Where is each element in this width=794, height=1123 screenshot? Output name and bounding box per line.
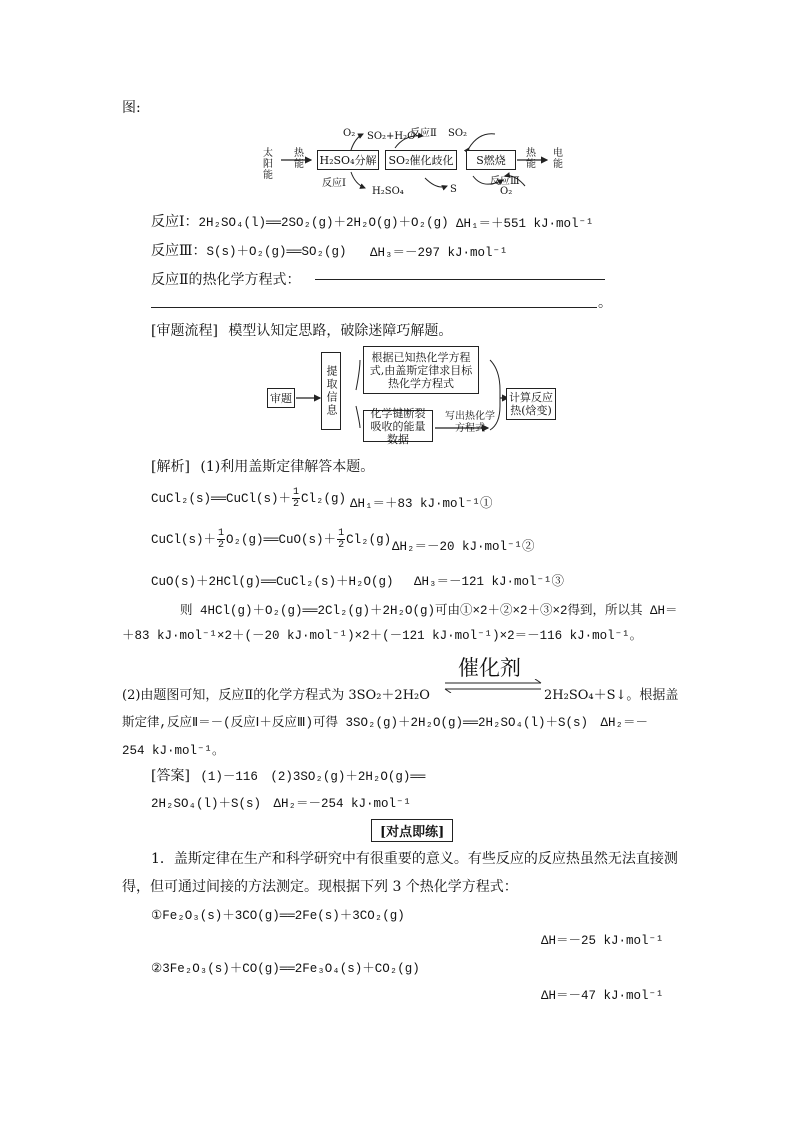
reaction-1-equation: 2H₂SO₄(l)══2SO₂(g)＋2H₂O(g)＋O₂(g) xyxy=(198,216,449,230)
practice-eq2-enthalpy: ΔH＝－47 kJ·mol⁻¹ xyxy=(541,989,664,1003)
reaction-3-line xyxy=(151,240,347,260)
o2-bottom-label: O₂ xyxy=(500,186,513,197)
eq1-left: CuCl₂(s)══CuCl(s)＋ xyxy=(151,491,292,506)
reaction-3-enthalpy: ΔH₃＝－297 kJ·mol⁻¹ xyxy=(370,246,508,260)
reaction-2-label: 反应Ⅱ xyxy=(410,128,437,139)
analysis-intro: (1)利用盖斯定律解答本题。 xyxy=(200,459,375,475)
answer-line-1 xyxy=(151,765,425,785)
practice-eq1-enthalpy: ΔH＝－25 kJ·mol⁻¹ xyxy=(541,934,664,948)
reaction-1-label-text: 反应Ⅰ： xyxy=(151,214,199,230)
h2so4-bottom-label: H₂SO₄ xyxy=(372,186,404,197)
eq1-fraction xyxy=(292,487,300,510)
analysis-eq2-enthalpy: ΔH₂＝－20 kJ·mol⁻¹② xyxy=(392,540,535,554)
analysis-combine-line1: 则 4HCl(g)＋O₂(g)══2Cl₂(g)＋2H₂O(g)可由①×2＋②×2＋③×2得到，所以其 ΔH＝ xyxy=(180,604,678,618)
reaction-3-label: 反应Ⅲ xyxy=(490,176,520,187)
flow-box-bond-energy: 化学键断裂吸收的能量数据 xyxy=(363,410,433,442)
intro-label: 图: xyxy=(122,100,141,116)
reversible-arrow xyxy=(443,679,543,693)
analysis-eq1 xyxy=(151,487,346,510)
analysis-eq3-enthalpy: ΔH₃＝－121 kJ·mol⁻¹③ xyxy=(414,575,565,589)
eq1-right: Cl₂(g) xyxy=(301,491,347,506)
so2-h2o-label: SO₂+H₂O xyxy=(367,131,416,142)
analysis-part2-c: 斯定律,反应Ⅱ＝－(反应Ⅰ＋反应Ⅲ)可得 3SO₂(g)＋2H₂O(g)══2H₂SO₄(l)＋S(s) ΔH₂＝－ xyxy=(122,716,649,730)
analysis-eq2 xyxy=(151,528,391,551)
write-equation-label: 写出热化学方程式 xyxy=(445,411,495,434)
electric-energy-label: 电能 xyxy=(553,148,563,170)
review-line xyxy=(151,320,452,340)
practice-title: [对点即练] xyxy=(371,819,453,842)
answer-blank-1 xyxy=(315,279,605,280)
reaction-2-prompt: 反应Ⅱ的热化学方程式： xyxy=(151,272,301,288)
answer-tag: [答案] xyxy=(151,768,190,784)
practice-eq2: ②3Fe₂O₃(s)＋CO(g)══2Fe₃O₄(s)＋CO₂(g) xyxy=(151,962,420,976)
flow-box-hess-law: 根据已知热化学方程式,由盖斯定律求目标热化学方程式 xyxy=(363,346,479,394)
analysis-eq3: CuO(s)＋2HCl(g)══CuCl₂(s)＋H₂O(g) xyxy=(151,575,394,589)
eq2-part-a: CuCl(s)＋ xyxy=(151,532,217,547)
blank-end-mark: 。 xyxy=(598,295,612,311)
review-tag: [审题流程] xyxy=(151,323,218,339)
eq1-numerator: 1 xyxy=(293,487,300,498)
practice-q1-line2: 得，但可通过间接的方法测定。现根据下列 3 个热化学方程式： xyxy=(122,879,518,895)
reaction-1-line xyxy=(151,211,449,231)
flow-box-calc-heat: 计算反应热(焓变) xyxy=(506,388,556,420)
eq2-part-c: Cl₂(g) xyxy=(346,532,392,547)
analysis-tag: [解析] xyxy=(151,459,190,475)
eq2-numerator-2: 1 xyxy=(338,528,345,539)
heat-energy-label-2: 热能 xyxy=(526,148,536,170)
answer-blank-2 xyxy=(151,307,597,308)
reaction-1-label: 反应Ⅰ xyxy=(322,178,346,189)
answer-text-2: 2H₂SO₄(l)＋S(s) ΔH₂＝－254 kJ·mol⁻¹ xyxy=(151,797,412,811)
analysis-combine-line2: ＋83 kJ·mol⁻¹×2＋(－20 kJ·mol⁻¹)×2＋(－121 kJ·mol⁻¹)×2＝－116 kJ·mol⁻¹。 xyxy=(122,629,643,643)
answer-text-1: (1)－116 (2)3SO₂(g)＋2H₂O(g)══ xyxy=(200,770,426,784)
review-text: 模型认知定思路，破除迷障巧解题。 xyxy=(228,323,453,339)
box-s-combustion: S燃烧 xyxy=(466,150,516,170)
so2-top-label: SO₂ xyxy=(448,128,468,139)
eq2-denominator-2: 2 xyxy=(338,540,345,551)
eq2-part-b: O₂(g)══CuO(s)＋ xyxy=(226,532,337,547)
s-bottom-label: S xyxy=(450,184,457,195)
analysis-eq1-enthalpy: ΔH₁＝＋83 kJ·mol⁻¹① xyxy=(350,497,493,511)
box-h2so4-decomposition: H₂SO₄分解 xyxy=(317,150,379,170)
eq2-fraction-2 xyxy=(337,528,345,551)
reaction-1-enthalpy: ΔH₁＝＋551 kJ·mol⁻¹ xyxy=(456,217,594,231)
eq2-fraction-1 xyxy=(217,528,225,551)
eq1-denominator: 2 xyxy=(293,499,300,510)
catalyst-label: 催化剂 xyxy=(458,656,521,680)
solar-energy-label: 太阳能 xyxy=(263,148,273,181)
reaction-3-equation: S(s)＋O₂(g)══SO₂(g) xyxy=(206,245,347,259)
flow-box-extract-info: 提取信息 xyxy=(321,352,341,430)
analysis-part2-a: (2)由题图可知，反应Ⅱ的化学方程式为 3SO₂＋2H₂O xyxy=(122,688,430,703)
reaction-3-label-text: 反应Ⅲ： xyxy=(151,243,207,259)
eq2-denominator-1: 2 xyxy=(218,540,225,551)
analysis-part2-b: 2H₂SO₄＋S↓。根据盖 xyxy=(544,688,679,703)
analysis-part2-d: 254 kJ·mol⁻¹。 xyxy=(122,744,225,758)
practice-eq1: ①Fe₂O₃(s)＋3CO(g)══2Fe(s)＋3CO₂(g) xyxy=(151,909,405,923)
analysis-line xyxy=(151,456,374,476)
eq2-numerator-1: 1 xyxy=(218,528,225,539)
flow-box-review: 审题 xyxy=(267,388,295,408)
practice-q1-line1: 1．盖斯定律在生产和科学研究中有很重要的意义。有些反应的反应热虽然无法直接测 xyxy=(151,851,678,867)
o2-top-label: O₂ xyxy=(343,128,356,139)
heat-energy-label-1: 热能 xyxy=(294,148,304,170)
box-so2-disproportionation: SO₂催化歧化 xyxy=(385,150,457,170)
